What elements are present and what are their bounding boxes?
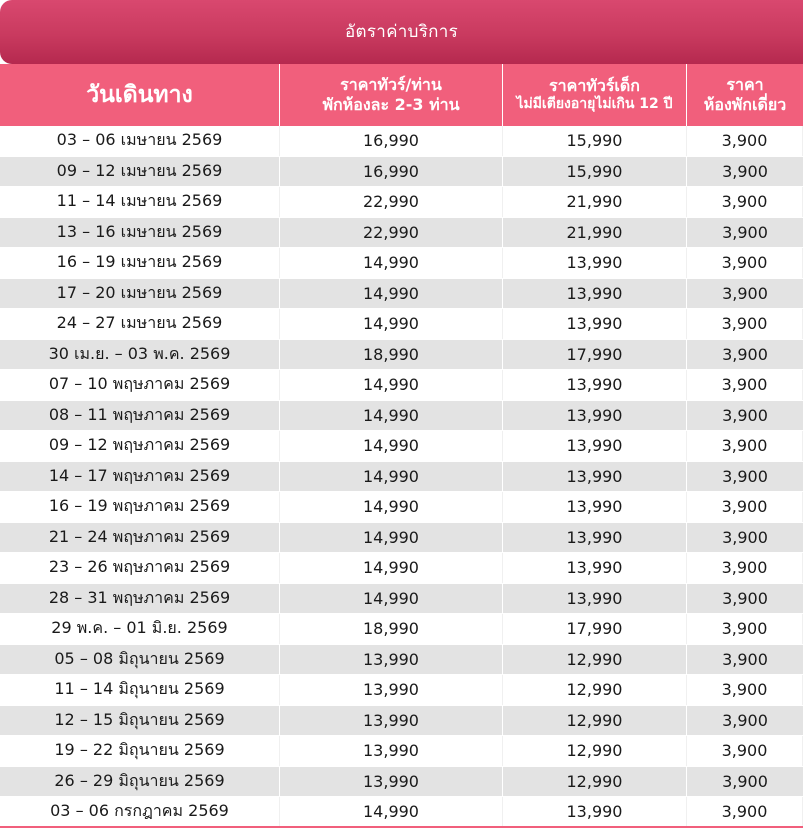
cell-child: 21,990	[503, 187, 687, 217]
cell-adult: 13,990	[280, 645, 503, 675]
table-row	[0, 279, 803, 310]
cell-child: 13,990	[503, 523, 687, 553]
cell-date: 08 – 11 พฤษภาคม 2569	[0, 401, 280, 431]
table-row	[0, 523, 803, 554]
cell-adult: 14,990	[280, 462, 503, 492]
cell-single: 3,900	[687, 736, 803, 766]
cell-single: 3,900	[722, 405, 768, 425]
table-row	[0, 157, 803, 188]
cell-child: 15,990	[503, 157, 687, 187]
cell-child: 13,990	[503, 401, 687, 431]
cell-child: 12,990	[503, 767, 687, 797]
cell-date: 17 – 20 เมษายน 2569	[0, 279, 280, 309]
cell-adult: 14,990	[280, 401, 503, 431]
cell-child: 13,990	[503, 309, 687, 339]
cell-child: 13,990	[503, 431, 687, 461]
cell-date: 28 – 31 พฤษภาคม 2569	[0, 584, 280, 614]
cell-date: 26 – 29 มิถุนายน 2569	[0, 767, 280, 797]
table-row	[0, 645, 803, 676]
header-adult-line2: พักห้องละ 2-3 ท่าน	[322, 95, 460, 114]
cell-single: 3,900	[722, 466, 768, 486]
cell-adult: 13,990	[280, 736, 503, 766]
cell-child: 17,990	[503, 614, 687, 644]
cell-date: 09 – 12 เมษายน 2569	[0, 157, 280, 187]
cell-date: 24 – 27 เมษายน 2569	[0, 309, 280, 339]
table-body	[0, 126, 803, 828]
cell-adult: 18,990	[280, 340, 503, 370]
cell-date: 03 – 06 กรกฎาคม 2569	[0, 797, 280, 827]
cell-child: 15,990	[503, 126, 687, 156]
table-row	[0, 187, 803, 218]
cell-date: 23 – 26 พฤษภาคม 2569	[0, 553, 280, 583]
cell-single: 3,900	[687, 614, 803, 644]
cell-child: 13,990	[503, 492, 687, 522]
cell-adult: 22,990	[280, 187, 503, 217]
table-row	[0, 218, 803, 249]
cell-adult: 14,990	[280, 553, 503, 583]
cell-child: 21,990	[503, 218, 687, 248]
header-date-label: วันเดินทาง	[86, 81, 193, 108]
cell-adult: 14,990	[280, 370, 503, 400]
table-header-row	[0, 64, 803, 126]
cell-child: 13,990	[503, 370, 687, 400]
header-child-line1: ราคาทัวร์เด็ก	[549, 76, 640, 96]
cell-single: 3,900	[687, 431, 803, 461]
cell-adult: 14,990	[280, 309, 503, 339]
cell-date: 12 – 15 มิถุนายน 2569	[0, 706, 280, 736]
table-row	[0, 309, 803, 340]
table-row	[0, 706, 803, 737]
table-row	[0, 584, 803, 615]
table-row	[0, 553, 803, 584]
cell-child: 13,990	[503, 279, 687, 309]
cell-child: 17,990	[503, 340, 687, 370]
cell-child: 13,990	[503, 797, 687, 827]
table-row	[0, 340, 803, 371]
table-row	[0, 767, 803, 798]
cell-single: 3,900	[687, 126, 803, 156]
cell-single: 3,900	[722, 771, 768, 791]
cell-child: 12,990	[503, 645, 687, 675]
cell-adult: 18,990	[280, 614, 503, 644]
cell-single: 3,900	[687, 248, 803, 278]
cell-child: 13,990	[503, 553, 687, 583]
cell-single: 3,900	[722, 344, 768, 364]
cell-single: 3,900	[687, 675, 803, 705]
cell-single: 3,900	[687, 309, 803, 339]
cell-single: 3,900	[687, 492, 803, 522]
cell-single: 3,900	[722, 283, 768, 303]
cell-single: 3,900	[722, 161, 768, 181]
cell-date: 09 – 12 พฤษภาคม 2569	[0, 431, 280, 461]
cell-adult: 14,990	[280, 279, 503, 309]
cell-child: 13,990	[503, 584, 687, 614]
cell-adult: 14,990	[280, 492, 503, 522]
cell-adult: 16,990	[280, 157, 503, 187]
cell-adult: 14,990	[280, 431, 503, 461]
cell-date: 11 – 14 เมษายน 2569	[0, 187, 280, 217]
table-row	[0, 370, 803, 401]
table-title: อัตราค่าบริการ	[344, 21, 459, 42]
table-row	[0, 736, 803, 767]
cell-adult: 13,990	[280, 767, 503, 797]
cell-date: 05 – 08 มิถุนายน 2569	[0, 645, 280, 675]
header-adult-line1: ราคาทัวร์/ท่าน	[340, 75, 442, 94]
cell-single: 3,900	[687, 370, 803, 400]
cell-child: 12,990	[503, 736, 687, 766]
cell-single: 3,900	[722, 222, 768, 242]
table-title-bar	[0, 0, 803, 64]
table-row	[0, 614, 803, 645]
cell-date: 29 พ.ค. – 01 มิ.ย. 2569	[0, 614, 280, 644]
header-single-line1: ราคา	[726, 75, 764, 94]
cell-single: 3,900	[722, 527, 768, 547]
cell-single: 3,900	[687, 797, 803, 827]
cell-single: 3,900	[722, 588, 768, 608]
cell-child: 13,990	[503, 462, 687, 492]
table-row	[0, 248, 803, 279]
header-single-line2: ห้องพักเดี่ยว	[703, 95, 787, 114]
cell-date: 30 เม.ย. – 03 พ.ค. 2569	[0, 340, 280, 370]
cell-adult: 13,990	[280, 706, 503, 736]
cell-adult: 22,990	[280, 218, 503, 248]
cell-adult: 14,990	[280, 248, 503, 278]
header-single-room	[687, 64, 803, 126]
cell-adult: 14,990	[280, 523, 503, 553]
cell-date: 14 – 17 พฤษภาคม 2569	[0, 462, 280, 492]
cell-date: 16 – 19 เมษายน 2569	[0, 248, 280, 278]
header-child-price	[503, 64, 687, 126]
cell-child: 12,990	[503, 675, 687, 705]
table-row	[0, 492, 803, 523]
cell-date: 13 – 16 เมษายน 2569	[0, 218, 280, 248]
cell-single: 3,900	[722, 710, 768, 730]
cell-date: 21 – 24 พฤษภาคม 2569	[0, 523, 280, 553]
cell-adult: 16,990	[280, 126, 503, 156]
cell-child: 13,990	[503, 248, 687, 278]
table-row	[0, 675, 803, 706]
table-row	[0, 462, 803, 493]
table-row	[0, 126, 803, 157]
cell-child: 12,990	[503, 706, 687, 736]
cell-date: 03 – 06 เมษายน 2569	[0, 126, 280, 156]
cell-date: 11 – 14 มิถุนายน 2569	[0, 675, 280, 705]
header-adult-price	[280, 64, 503, 126]
cell-adult: 14,990	[280, 797, 503, 827]
header-date	[0, 64, 280, 126]
cell-single: 3,900	[722, 649, 768, 669]
cell-date: 19 – 22 มิถุนายน 2569	[0, 736, 280, 766]
cell-single: 3,900	[687, 187, 803, 217]
cell-date: 16 – 19 พฤษภาคม 2569	[0, 492, 280, 522]
table-row	[0, 401, 803, 432]
header-child-line2: ไม่มีเตียงอายุไม่เกิน 12 ปี	[516, 96, 673, 113]
cell-adult: 14,990	[280, 584, 503, 614]
table-row	[0, 431, 803, 462]
cell-adult: 13,990	[280, 675, 503, 705]
table-row	[0, 797, 803, 828]
cell-single: 3,900	[687, 553, 803, 583]
cell-date: 07 – 10 พฤษภาคม 2569	[0, 370, 280, 400]
